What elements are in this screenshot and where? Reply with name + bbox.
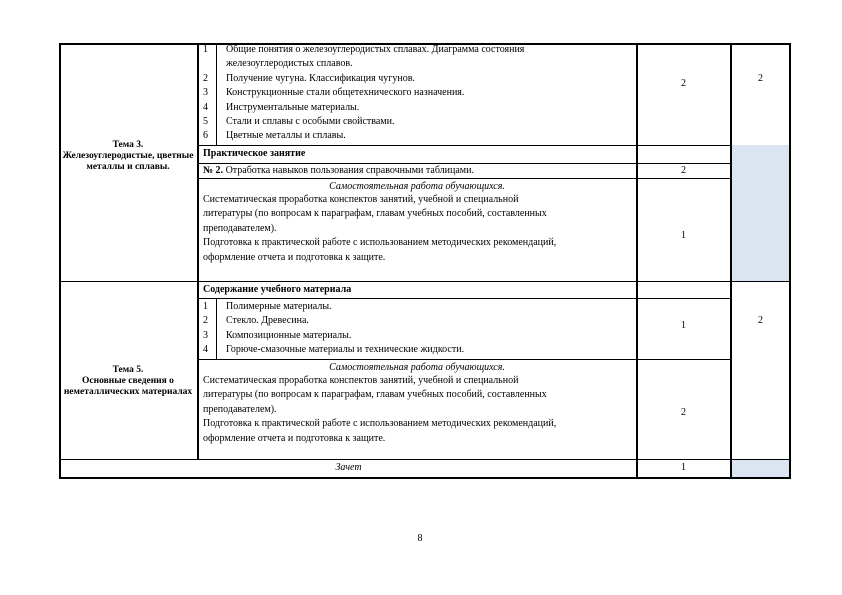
item-number: 1	[203, 44, 208, 55]
item-number: 1	[203, 301, 208, 312]
table-border-left	[59, 43, 61, 479]
exam-label: Зачет	[335, 462, 362, 473]
item-text: Общие понятия о железоуглеродистых сплавах. Диаграмма состояния	[226, 44, 525, 55]
item-text: Стали и сплавы с особыми свойствами.	[226, 116, 395, 127]
item-text: Инструментальные материалы.	[226, 101, 360, 113]
row-line	[198, 298, 731, 299]
item-text: Композиционные материалы.	[226, 329, 352, 341]
topic3-hours: 2	[681, 78, 686, 89]
text-line: оформление отчета и подготовка к защите.	[203, 432, 386, 444]
text-line: литературы (по вопросам к параграфам, главам учебных пособий, составленных	[203, 389, 547, 401]
practical-header: Практическое занятие	[203, 148, 306, 159]
topic3-label	[60, 140, 196, 173]
item-number: 3	[203, 87, 208, 99]
topic5-label	[60, 365, 196, 398]
topic5-title: Тема 5.	[112, 365, 144, 375]
shaded-cell-exam	[731, 460, 790, 477]
content-header: Содержание учебного материала	[203, 284, 352, 295]
topic3-title: Тема 3.	[112, 140, 144, 150]
col-line-topic	[197, 43, 199, 460]
item-number: 5	[203, 116, 208, 127]
text-line: оформление отчета и подготовка к защите.	[203, 251, 386, 263]
col-line-hours-right	[730, 43, 732, 479]
item-text: Цветные металлы и сплавы.	[226, 130, 346, 142]
row-line	[198, 145, 731, 146]
table-border-bottom	[59, 477, 791, 479]
topic3-subtitle: Железоуглеродистые, цветные металлы и сплавы.	[62, 151, 194, 172]
row-line	[198, 163, 731, 164]
topic5-level: 2	[758, 315, 763, 326]
item-number: 4	[203, 101, 208, 113]
topic5-hours: 1	[681, 320, 686, 331]
item-text: железоуглеродистых сплавов.	[226, 58, 353, 70]
item-text: Горюче-смазочные материалы и технические жидкости.	[226, 344, 465, 356]
shaded-cell-practical	[731, 145, 790, 281]
self-work-5-hours: 2	[681, 407, 686, 418]
text-line: Подготовка к практической работе с использованием методических рекомендаций,	[203, 418, 557, 430]
item-number: 6	[203, 130, 208, 142]
item-number: 3	[203, 329, 208, 341]
practical-row	[203, 165, 474, 178]
row-line	[59, 281, 791, 282]
text-line: Систематическая проработка конспектов занятий, учебной и специальной	[203, 375, 519, 386]
exam-hours: 1	[681, 462, 686, 473]
item-text: Получение чугуна. Классификация чугунов.	[226, 72, 415, 84]
practical-number: № 2.	[203, 165, 224, 176]
practical-text: Отработка навыков пользования справочными таблицами.	[225, 165, 474, 176]
item-number: 2	[203, 315, 208, 327]
item-number: 4	[203, 344, 208, 356]
self-work-5-title: Самостоятельная работа обучающихся.	[329, 362, 505, 373]
item-number: 2	[203, 72, 208, 84]
text-line: преподавателем).	[203, 403, 277, 415]
text-line: Подготовка к практической работе с использованием методических рекомендаций,	[203, 237, 557, 249]
text-line: литературы (по вопросам к параграфам, главам учебных пособий, составленных	[203, 208, 547, 220]
row-line	[59, 459, 791, 460]
self-work-3-title: Самостоятельная работа обучающихся.	[329, 181, 505, 192]
item-text: Конструкционные стали общетехнического назначения.	[226, 87, 465, 99]
self-work-3-hours: 1	[681, 230, 686, 241]
text-line: Систематическая проработка конспектов занятий, учебной и специальной	[203, 194, 519, 205]
table-border-right	[789, 43, 791, 479]
topic3-level: 2	[758, 73, 763, 84]
row-line	[198, 178, 731, 179]
col-line-number	[216, 298, 217, 359]
row-line	[198, 359, 731, 360]
item-text: Полимерные материалы.	[226, 301, 332, 312]
page-number: 8	[417, 533, 423, 544]
col-line-number	[216, 43, 217, 145]
practical-hours: 2	[681, 165, 686, 176]
topic5-subtitle: Основные сведения о неметаллических материалах	[63, 376, 193, 397]
item-text: Стекло. Древесина.	[226, 315, 309, 327]
text-line: преподавателем).	[203, 222, 277, 234]
